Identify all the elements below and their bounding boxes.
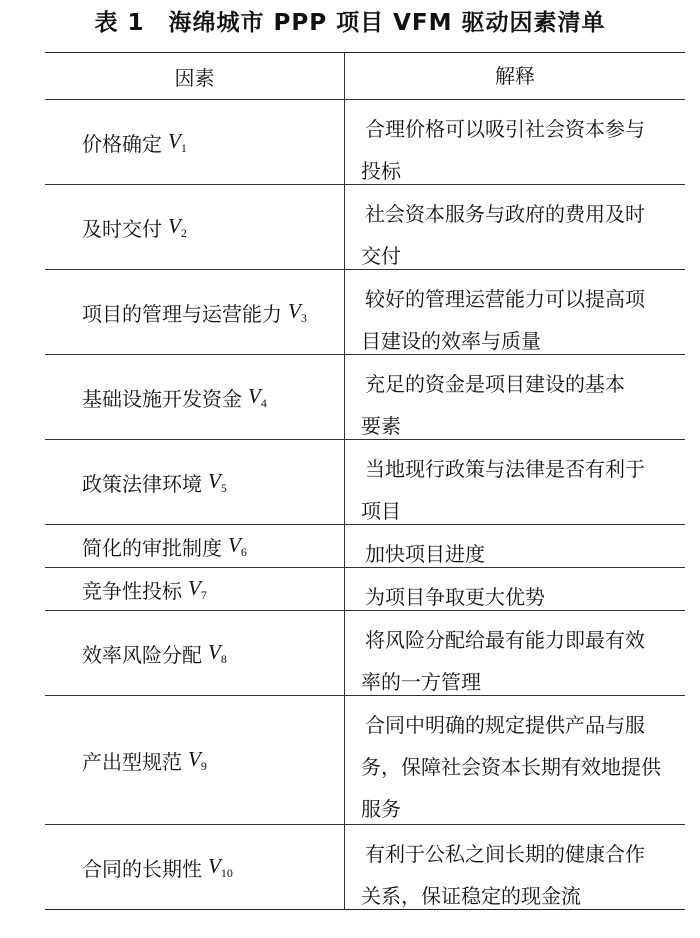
table-row [45,568,685,611]
factor-name: 价格确定 [82,131,162,156]
explanation-line: 为项目争取更大优势 [365,585,545,609]
table-row [45,525,685,568]
explanation-line: 合理价格可以吸引社会资本参与 [365,117,645,141]
table-row [45,100,685,185]
explanation-line: 充足的资金是项目建设的基本 [365,372,625,396]
explanation-line: 服务 [361,797,401,821]
variable-subscript: 5 [220,480,227,495]
explanation-line: 社会资本服务与政府的费用及时 [365,202,645,226]
factor-variable [208,854,233,881]
explanation-line: 要素 [361,414,401,438]
explanation-line: 交付 [361,244,401,268]
explanation-cell [345,568,685,610]
table-title: 表 1 海绵城市 PPP 项目 VFM 驱动因素清单 [94,10,606,36]
factor-name: 效率风险分配 [82,642,202,667]
factor-variable [208,469,227,496]
table-row [45,696,685,825]
variable-subscript: 2 [180,225,187,240]
variable-subscript: 4 [260,395,267,410]
factor-cell [45,611,345,695]
factor-name: 简化的审批制度 [82,535,222,560]
variable-letter: V [288,298,301,323]
variable-subscript: 10 [220,865,233,880]
factor-name: 项目的管理与运营能力 [82,301,282,326]
explanation-line: 投标 [361,159,401,183]
explanation-cell [345,525,685,567]
explanation-line: 务，保障社会资本长期有效地提供 [361,755,661,779]
variable-letter: V [208,468,221,493]
factor-name: 及时交付 [82,216,162,241]
table-row [45,611,685,696]
factor-cell [45,696,345,824]
variable-letter: V [208,639,221,664]
explanation-line: 目建设的效率与质量 [361,329,541,353]
header-factor: 因素 [45,53,345,99]
variable-letter: V [248,383,261,408]
factor-variable [248,384,267,411]
table-header-row [45,53,685,100]
explanation-line: 当地现行政策与法律是否有利于 [365,457,645,481]
explanation-line: 关系，保证稳定的现金流 [361,884,581,908]
variable-letter: V [228,532,241,557]
table-row [45,185,685,270]
factor-cell [45,568,345,610]
explanation-line: 较好的管理运营能力可以提高项 [365,287,645,311]
factor-variable [188,576,207,603]
variable-letter: V [168,213,181,238]
factor-name: 基础设施开发资金 [82,386,242,411]
factor-cell [45,185,345,269]
variable-subscript: 8 [220,651,227,666]
header-explanation: 解释 [495,64,535,88]
factor-variable [188,747,207,774]
factor-cell [45,270,345,354]
explanation-cell [345,355,685,439]
variable-letter: V [188,575,201,600]
table-row [45,270,685,355]
variable-subscript: 7 [200,587,207,602]
explanation-cell [345,825,685,909]
variable-subscript: 9 [200,758,207,773]
explanation-cell [345,270,685,354]
variable-letter: V [168,128,181,153]
factor-cell [45,825,345,909]
explanation-line: 加快项目进度 [365,542,485,566]
table-row [45,825,685,909]
variable-subscript: 6 [240,544,247,559]
factor-variable [208,640,227,667]
explanation-line: 率的一方管理 [361,670,481,694]
factor-name: 政策法律环境 [82,471,202,496]
table-body [45,100,685,909]
factor-cell [45,440,345,524]
variable-subscript: 3 [300,310,307,325]
explanation-cell [345,611,685,695]
explanation-cell [345,185,685,269]
table-row [45,355,685,440]
explanation-cell [345,100,685,184]
factor-variable [288,299,307,326]
explanation-cell [345,696,685,824]
explanation-line: 将风险分配给最有能力即最有效 [365,628,645,652]
factor-variable [168,129,187,156]
factor-variable [228,533,247,560]
variable-letter: V [188,746,201,771]
factor-variable [168,214,187,241]
variable-subscript: 1 [180,140,187,155]
variable-letter: V [208,853,221,878]
factor-cell [45,355,345,439]
explanation-cell [345,440,685,524]
vfm-factors-table [45,52,685,910]
explanation-line: 合同中明确的规定提供产品与服 [365,713,645,737]
explanation-line: 项目 [361,499,401,523]
factor-name: 竞争性投标 [82,578,182,603]
factor-cell [45,100,345,184]
factor-name: 合同的长期性 [82,856,202,881]
factor-name: 产出型规范 [82,749,182,774]
explanation-line: 有利于公私之间长期的健康合作 [365,842,645,866]
factor-cell [45,525,345,567]
table-row [45,440,685,525]
